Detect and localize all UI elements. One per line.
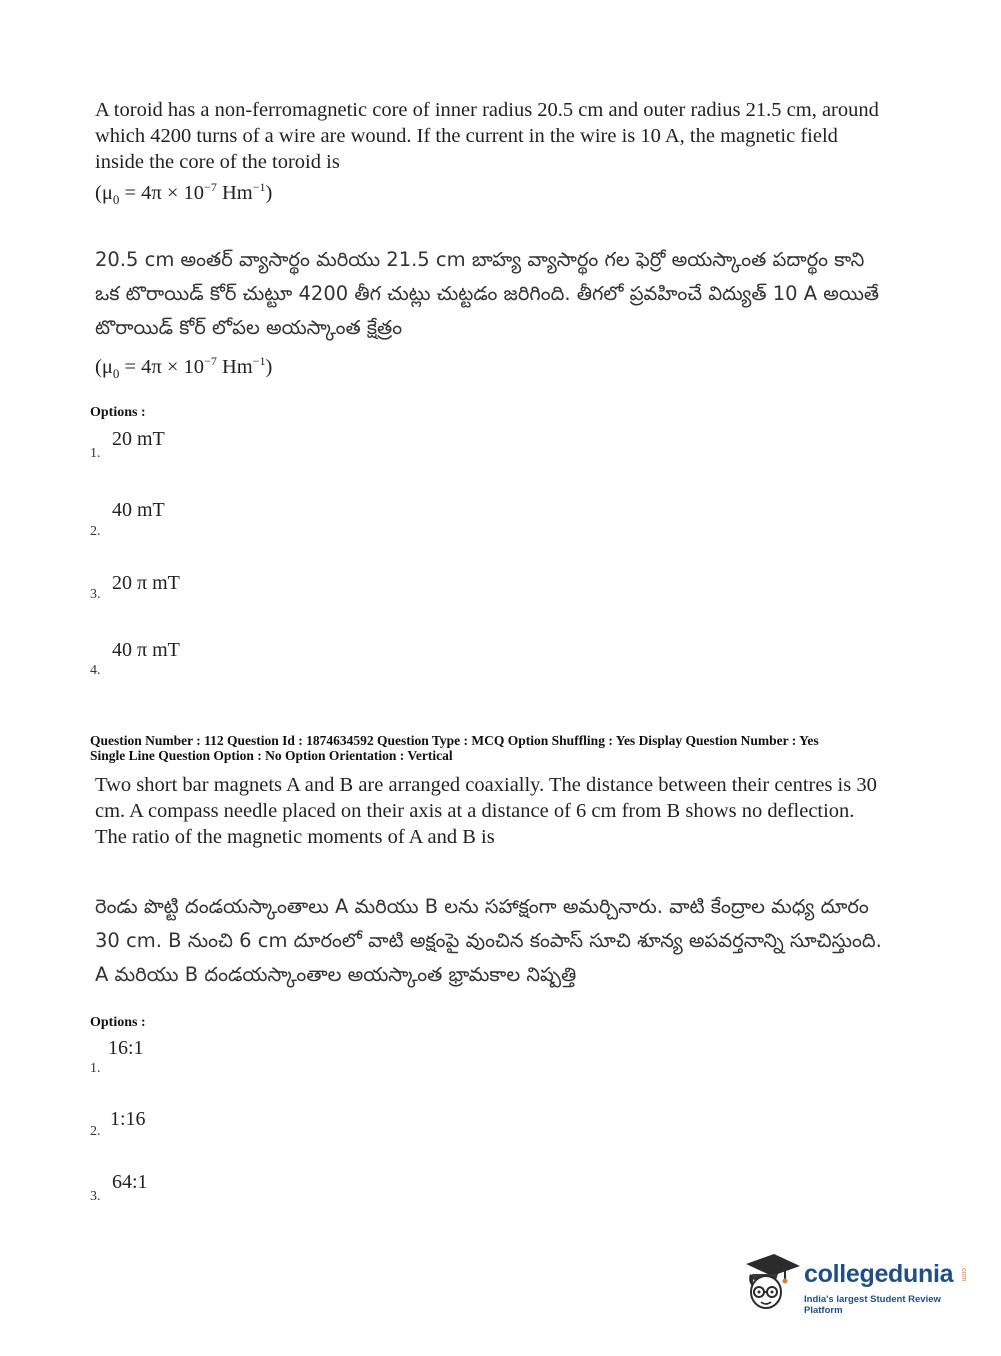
q112-meta-line-1: Question Number : 112 Question Id : 1874634592 Question Type : MCQ Option Shuffling : Yes Display Question Number : Yes <box>90 733 819 748</box>
logo-tld: .com <box>960 1266 967 1282</box>
q111-english-text: A toroid has a non-ferromagnetic core of inner radius 20.5 cm and outer radius 21.5 cm, around which 4200 turns of a wire are wound. If the current in the wire is 10 A, the magnetic field inside the core of the toroid is <box>95 99 879 173</box>
logo-wordmark: collegedunia <box>804 1260 954 1288</box>
q112-option-3-number: 3. <box>90 1189 101 1204</box>
q111-option-1-number: 1. <box>90 446 101 461</box>
q111-options-heading: Options : <box>90 405 146 420</box>
mascot-icon <box>740 1250 802 1312</box>
q111-formula-telugu: ($\mu_0 = 4\pi \times 10^{-7}$ $Hm^{-1}$) <box>95 354 273 381</box>
q111-option-2-text[interactable]: 40 mT <box>112 499 165 521</box>
q112-meta-line-2: Single Line Question Option : No Option Orientation : Vertical <box>90 748 453 763</box>
q112-option-1-number: 1. <box>90 1061 101 1076</box>
q112-option-2-text[interactable]: 1:16 <box>110 1108 146 1130</box>
q111-option-2-number: 2. <box>90 524 101 539</box>
q111-option-3-text[interactable]: 20 π mT <box>112 572 180 594</box>
q111-telugu-text: 20.5 cm అంతర్ వ్యాసార్థం మరియు 21.5 cm బాహ్య వ్యాసార్థం గల ఫెర్రో అయస్కాంత పదార్థం కాని ఒక టొరాయిడ్ కోర్ చుట్టూ 4200 తీగ చుట్లు చుట్టడం జరిగింది. తీగలో ప్రవహించే విద్యుత్ 10 A అయితే టొరాయిడ్ కోర్ లోపల అయస్కాంత క్షేత్రం <box>95 248 880 339</box>
q112-telugu-text: రెండు పొట్టి దండయస్కాంతాలు A మరియు B లను సహాక్షంగా అమర్చినారు. వాటి కేంద్రాల మధ్య దూరం 30 cm. B నుంచి 6 cm దూరంలో వాటి అక్షంపై వుంచిన కంపాస్ సూచి శూన్య అపవర్తనాన్ని సూచిస్తుంది. A మరియు B దండయస్కాంతాల అయస్కాంత భ్రామకాల నిష్పత్తి <box>95 895 882 986</box>
logo-tagline: India's largest Student Review Platform <box>804 1294 941 1316</box>
q111-formula-english: ($\mu_0 = 4\pi \times 10^{-7}$ $Hm^{-1}$) <box>95 180 273 207</box>
q111-option-3-number: 3. <box>90 587 101 602</box>
q111-option-4-number: 4. <box>90 663 101 678</box>
q112-option-3-text[interactable]: 64:1 <box>112 1171 148 1193</box>
q112-options-heading: Options : <box>90 1015 146 1030</box>
q111-option-1-text[interactable]: 20 mT <box>112 428 165 450</box>
collegedunia-logo[interactable] <box>740 1250 970 1320</box>
q112-option-1-text[interactable]: 16:1 <box>108 1037 144 1059</box>
q112-english-text: Two short bar magnets A and B are arranged coaxially. The distance between their centres is 30 cm. A compass needle placed on their axis at a distance of 6 cm from B shows no deflection. The ratio of the magnetic moments of A and B is <box>95 774 877 848</box>
q112-option-2-number: 2. <box>90 1124 101 1139</box>
q112-meta <box>90 733 910 763</box>
q111-option-4-text[interactable]: 40 π mT <box>112 639 180 661</box>
